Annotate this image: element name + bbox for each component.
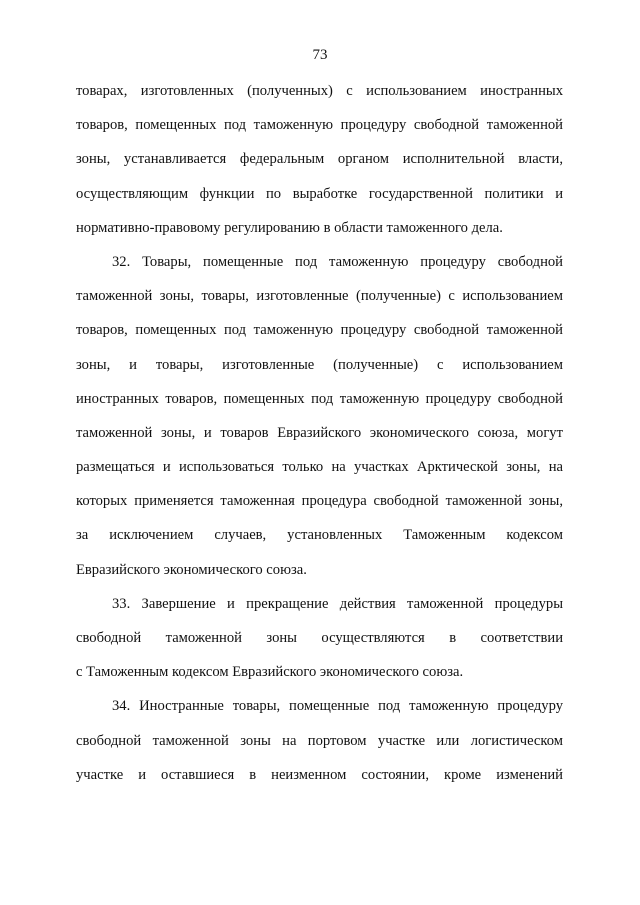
text-line: нормативно-правовому регулированию в области таможенного дела. xyxy=(76,219,503,236)
paragraph xyxy=(76,692,563,795)
text-line: 33. Завершение и прекращение действия таможенной процедуры xyxy=(112,595,563,612)
text-line: участке и оставшиеся в неизменном состоянии, кроме изменений xyxy=(76,766,563,783)
text-line: иностранных товаров, помещенных под таможенную процедуру свободной xyxy=(76,390,563,407)
text-line: осуществляющим функции по выработке государственной политики и xyxy=(76,185,563,202)
text-line: товаров, помещенных под таможенную процедуру свободной таможенной xyxy=(76,322,563,339)
text-line: за исключением случаев, установленных Таможенным кодексом xyxy=(76,527,563,544)
text-line: таможенной зоны, и товаров Евразийского экономического союза, могут xyxy=(76,424,563,441)
text-line: зоны, и товары, изготовленные (полученные) с использованием xyxy=(76,356,563,373)
text-line: свободной таможенной зоны осуществляются в соответствии xyxy=(76,630,563,646)
paragraph xyxy=(76,248,563,590)
text-line: 34. Иностранные товары, помещенные под таможенную процедуру xyxy=(112,698,563,715)
text-line: с Таможенным кодексом Евразийского экономического союза. xyxy=(76,664,464,681)
text-line: товаров, помещенных под таможенную процедуру свободной таможенной xyxy=(76,117,563,134)
page-number: 73 xyxy=(312,47,328,63)
text-line: свободной таможенной зоны на портовом участке или логистическом xyxy=(76,732,563,749)
text-line: зоны, устанавливается федеральным органом исполнительной власти, xyxy=(76,151,563,168)
document-body xyxy=(76,77,563,795)
text-line: товарах, изготовленных (полученных) с использованием иностранных xyxy=(76,83,563,99)
paragraph xyxy=(76,590,563,693)
text-line: Евразийского экономического союза. xyxy=(76,561,307,578)
text-line: таможенной зоны, товары, изготовленные (полученные) с использованием xyxy=(76,288,563,305)
text-line: которых применяется таможенная процедура свободной таможенной зоны, xyxy=(76,493,563,510)
text-line: 32. Товары, помещенные под таможенную процедуру свободной xyxy=(112,253,563,270)
paragraph xyxy=(76,77,563,248)
text-line: размещаться и использоваться только на участках Арктической зоны, на xyxy=(76,459,563,476)
